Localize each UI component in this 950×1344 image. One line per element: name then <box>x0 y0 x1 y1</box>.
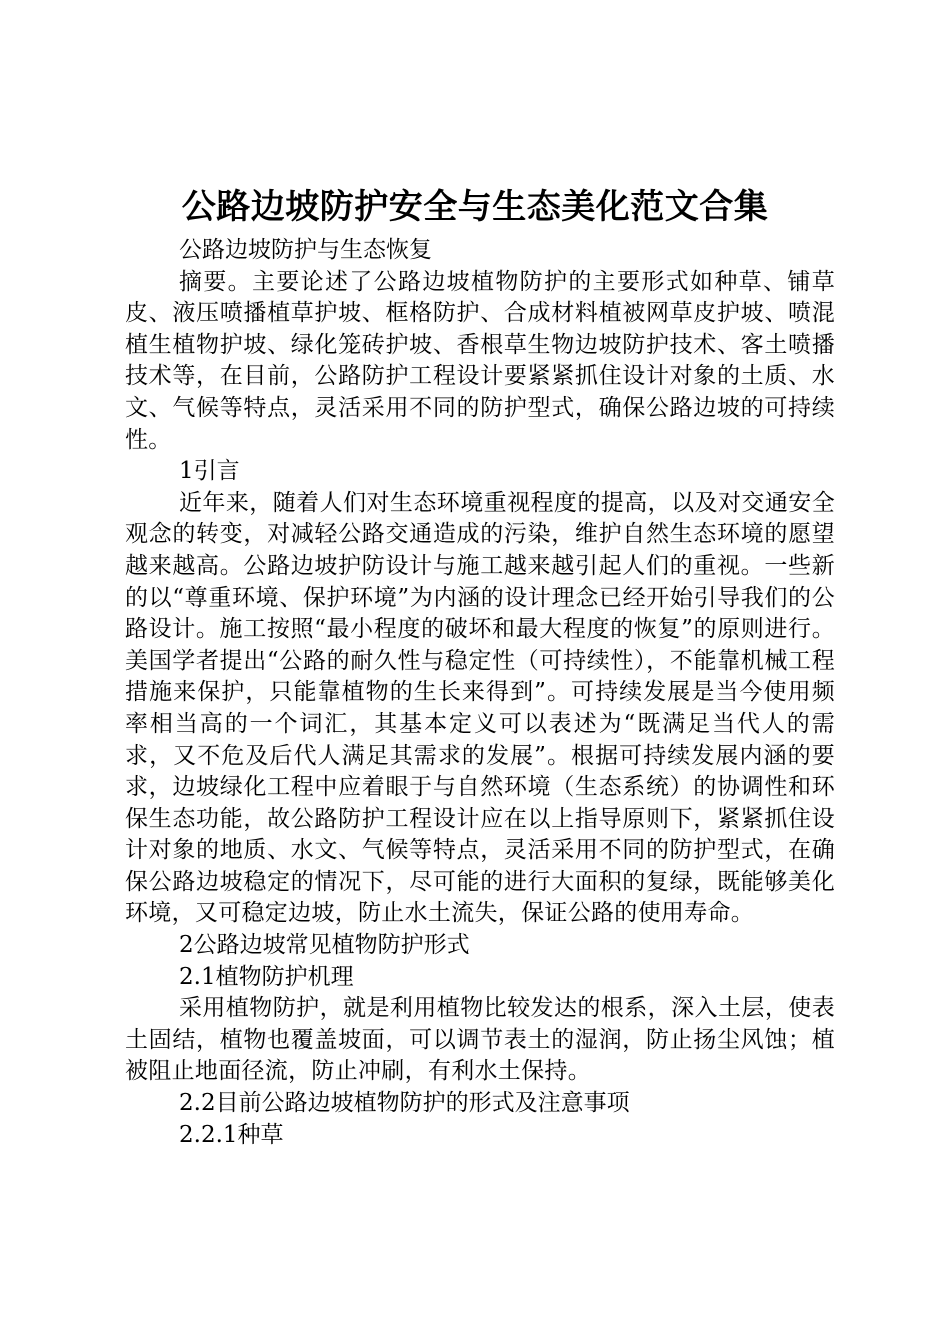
section-1-paragraph: 近年来，随着人们对生态环境重视程度的提高，以及对交通安全观念的转变，对减轻公路交通造成的污染，维护自然生态环境的愿望越来越高。公路边坡护防设计与施工越来越引起人们的重视。一些新的以“尊重环境、保护环境”为内涵的设计理念已经开始引导我们的公路设计。施工按照“最小程度的破坏和最大程度的恢复”的原则进行。美国学者提出“公路的耐久性与稳定性（可持续性），不能靠机械工程措施来保护，只能靠植物的生长来得到”。可持续发展是当今使用频率相当高的一个词汇，其基本定义可以表述为“既满足当代人的需求，又不危及后代人满足其需求的发展”。根据可持续发展内涵的要求，边坡绿化工程中应着眼于与自然环境（生态系统）的协调性和环保生态功能，故公路防护工程设计应在以上指导原则下，紧紧抓住设计对象的地质、水文、气候等特点，灵活采用不同的防护型式，在确保公路边坡稳定的情况下，尽可能的进行大面积的复绿，既能够美化环境，又可稳定边坡，防止水土流失，保证公路的使用寿命。 <box>125 489 835 927</box>
document-subtitle: 公路边坡防护与生态恢复 <box>179 237 432 263</box>
document-title: 公路边坡防护安全与生态美化范文合集 <box>181 187 769 227</box>
section-1-heading: 1引言 <box>179 458 240 485</box>
section-2-2-heading: 2.2目前公路边坡植物防护的形式及注意事项 <box>179 1090 630 1117</box>
section-2-1-heading: 2.1植物防护机理 <box>179 963 354 990</box>
abstract-paragraph: 摘要。主要论述了公路边坡植物防护的主要形式如种草、铺草皮、液压喷播植草护坡、框格防护、合成材料植被网草皮护坡、喷混植生植物护坡、绿化笼砖护坡、香根草生物边坡防护技术、客土喷播技术等，在目前，公路防护工程设计要紧紧抓住设计对象的土质、水文、气候等特点，灵活采用不同的防护型式，确保公路边坡的可持续性。 <box>125 268 835 453</box>
section-2-heading: 2公路边坡常见植物防护形式 <box>179 932 470 959</box>
section-2-2-1-heading: 2.2.1种草 <box>179 1121 284 1148</box>
document-body <box>125 235 835 1151</box>
section-2-1-paragraph: 采用植物防护，就是利用植物比较发达的根系，深入土层，使表土固结，植物也覆盖坡面，可以调节表土的湿润，防止扬尘风蚀；植被阻止地面径流，防止冲刷，有利水土保持。 <box>125 995 835 1085</box>
